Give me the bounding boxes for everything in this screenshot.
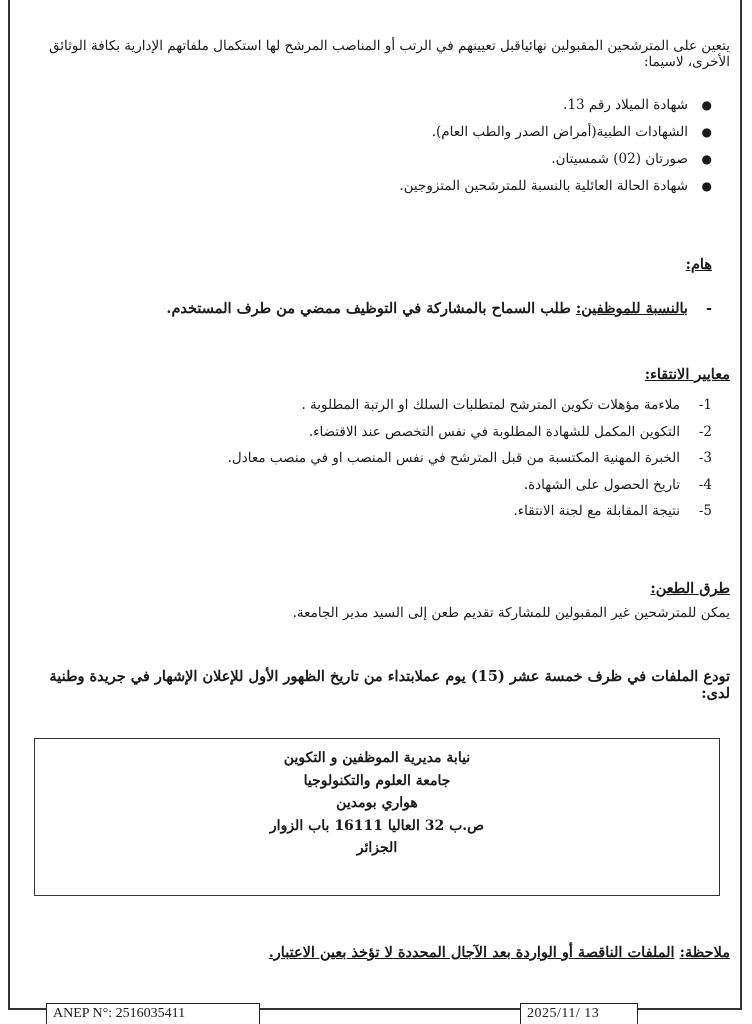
bullet-icon: ● [701,125,712,139]
important-employees-line: -بالنسبة للموظفين: طلب السماح بالمشاركة في التوظيف ممضي من طرف المستخدم. [166,300,712,317]
list-item: 1- ملاءمة مؤهلات تكوين المترشح لمتطلبات السلك او الرتبة المطلوبة . [301,397,712,413]
address-line: هواري بومدين [336,795,418,811]
address-line: جامعة العلوم والتكنولوجيا [303,772,451,789]
anep-number-box: ANEP N°: 2516035411 [46,1003,260,1024]
address-line: الجزائر [356,840,398,856]
deposit-instructions: تودع الملفات في ظرف خمسة عشر (15) يوم عملابتداء من تاريخ الظهور الأول للإعلان الإشهار في جريدة وطنية لدى: [49,668,730,702]
bullet-icon: ● [701,98,712,112]
selection-criteria-list [52,392,712,525]
employees-requirement: طلب السماح بالمشاركة في التوظيف ممضي من طرف المستخدم. [166,300,571,317]
list-item: 5- نتيجة المقابلة مع لجنة الانتقاء. [513,503,712,520]
note-line [30,944,730,961]
list-item: ● شهادة الحالة العائلية بالنسبة للمترشحين المتزوجين. [112,173,712,200]
list-item: 2- التكوين المكمل للشهادة المطلوبة في نفس التخصص عند الاقتضاء. [308,423,712,440]
list-item: ● الشهادات الطبية(أمراض الصدر والطب العام). [112,119,712,146]
bullet-icon: ● [701,152,712,166]
publication-date: 2025/11/ 13 [527,1006,600,1021]
note-text: الملفات الناقصة أو الواردة بعد الآجال المحددة لا تؤخذ بعين الاعتبار. [268,944,675,961]
important-heading: هام: [685,256,712,273]
appeal-paragraph: يمكن للمترشحين غير المقبولين للمشاركة تقديم طعن إلى السيد مدير الجامعة. [292,605,730,621]
employees-label: بالنسبة للموظفين: [575,300,688,317]
address-line: ص.ب 32 العاليا 16111 باب الزوار [269,817,485,834]
note-label: ملاحظة: [679,944,730,961]
list-item: 3- الخبرة المهنية المكتسبة من قبل المترشح في نفس المنصب او في منصب معادل. [227,450,712,467]
date-box [520,1003,638,1024]
address-line: نيابة مديرية الموظفين و التكوين [283,750,471,766]
appeal-heading: طرق الطعن: [650,580,730,597]
list-item: ● صورتان (02) شمسيتان. [112,146,712,173]
list-item: 4- تاريخ الحصول على الشهادة. [523,476,712,493]
address-box [34,738,720,896]
list-item: ● شهادة الميلاد رقم 13. [112,92,712,119]
intro-paragraph: يتعين على المترشحين المقبولين نهائياقبل تعيينهم في الرتب أو المناصب المرشح لها استكمال ملفاتهم الإدارية بكافة الوثائق الأخرى، لاسيما: [48,38,730,70]
bullet-icon: ● [701,179,712,193]
required-documents-list [112,92,712,200]
address-lines [35,747,719,860]
selection-criteria-heading: معايير الانتقاء: [644,366,730,383]
